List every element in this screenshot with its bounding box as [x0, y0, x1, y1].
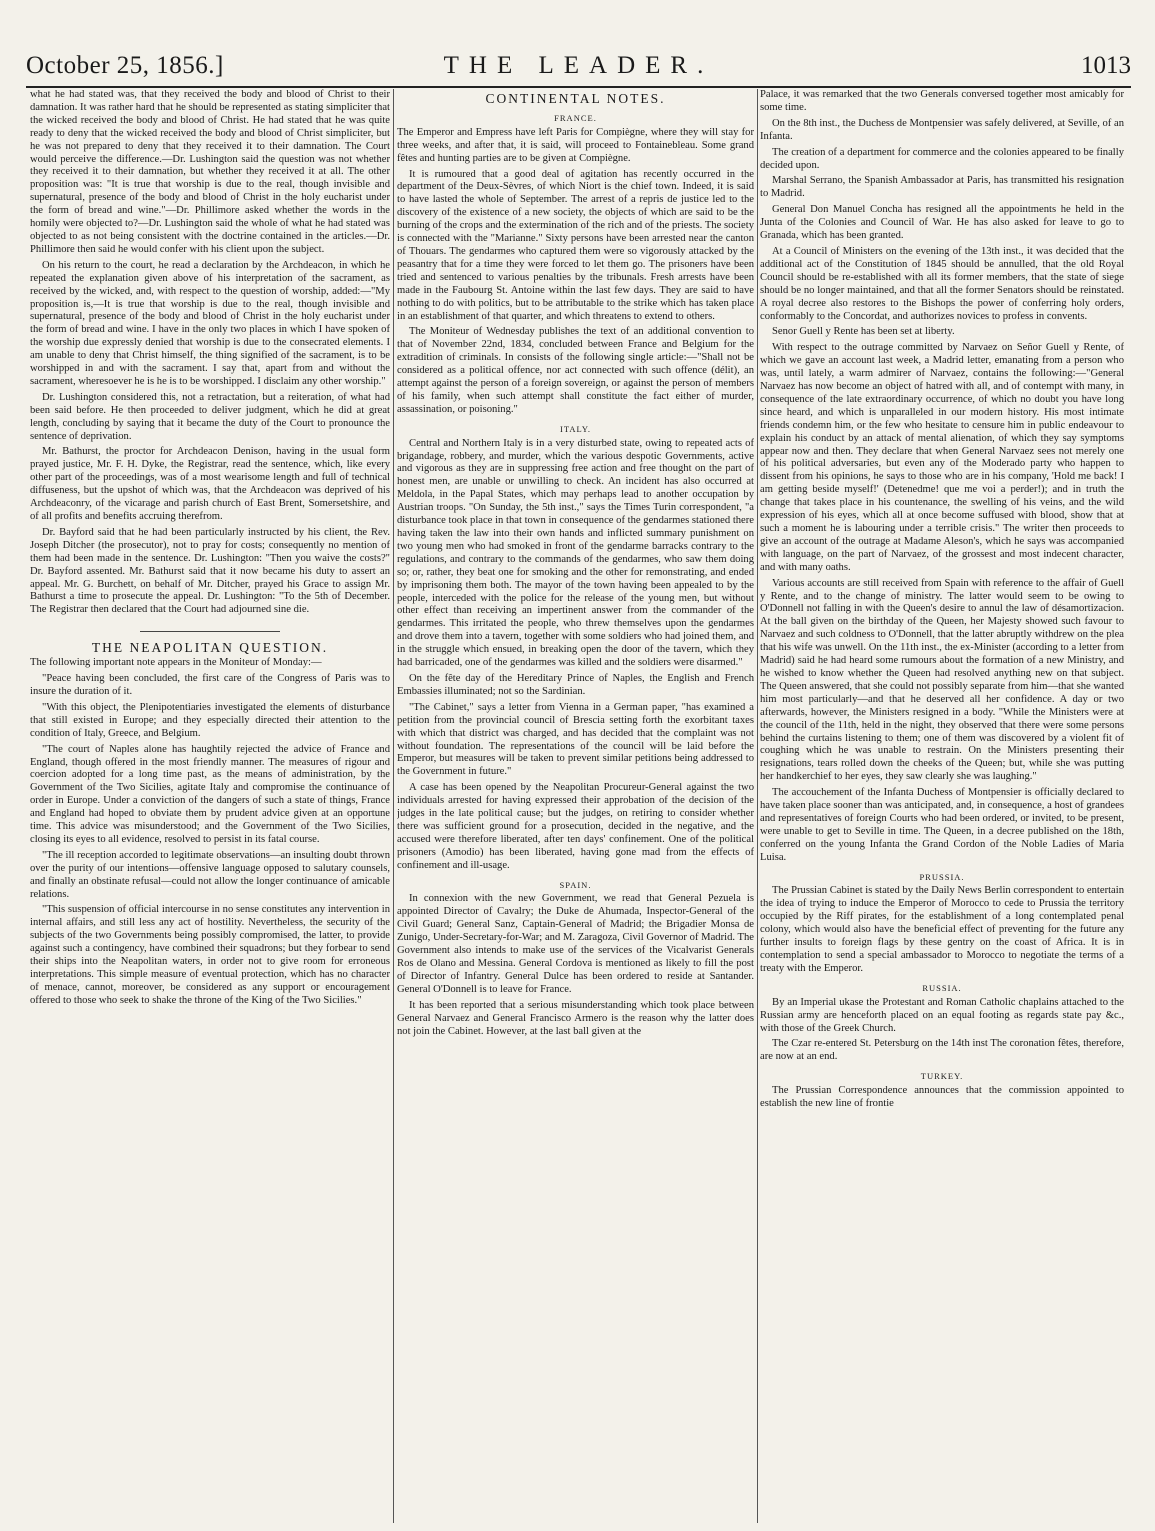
article-paragraph: what he had stated was, that they received the body and blood of Christ to their damnation. It was rather hard that he should be represented as stating simpliciter that the wicked received the body and blood of Christ. He had stated that he was quite ready to deny that the wicked received the body and blood of Christ simpliciter, but he was not prepared to deny that they received it to their damnation. The Court would perceive the difference.—Dr. Lushington said the question was not whether they received it to their damnation, but whether they received it at all. The other proposition was: "It is true that worship is due to the real, though invisible and supernatural, presence of the body and blood of Christ in the holy eucharist under the form of bread and wine."—Dr. Phillimore asked whether the words in the homily were objected to?—Dr. Lushington said the whole of what he had stated was objected to as not being consistent with the doctrine contained in the articles.—Dr. Phillimore then said he would confer with his client upon the subject. — [30, 89, 390, 255]
article-paragraph: The following important note appears in the Moniteur of Monday:— — [30, 657, 322, 669]
page-number: 1013 — [1081, 52, 1131, 79]
article-paragraph: Dr. Lushington considered this, not a retractation, but a reiteration, of what had been said before. He then proceeded to deliver judgment, which he did at great length, concluding by saying that it became the duty of the Court to pronounce the sentence of deprivation. — [30, 391, 390, 442]
column-3 — [760, 89, 1124, 1523]
section-heading-continental: CONTINENTAL NOTES. — [485, 91, 666, 106]
subheading-spain: SPAIN. — [559, 879, 592, 890]
article-paragraph: Dr. Bayford said that he had been particularly instructed by his client, the Rev. Joseph Ditcher (the prosecutor), not to pray for costs; consequently no mention of them had been made in the sentence. Dr. Lushington: "Then you waive the costs?" Dr. Bayford assented. Mr. Bathurst said that it now became his duty to assert an appeal. Mr. G. Burchett, on behalf of Mr. Ditcher, prayed his Grace to assign Mr. Bathurst a time to prosecute the appeal. Dr. Lushington: "To the 5th of December. The Registrar then declared that the Court had adjourned sine die. — [30, 526, 390, 616]
article-paragraph: The Emperor and Empress have left Paris for Compiègne, where they will stay for three weeks, and after that, it is said, will proceed to Fontainebleau. Some grand fêtes and hunting parties are to be given at Compiègne. — [397, 126, 754, 164]
article-paragraph: In connexion with the new Government, we read that General Pezuela is appointed Director of Cavalry; the Duke de Ahumada, Inspector-General of the Civil Guard; General Sanz, Captain-General of Madrid; the Brigadier Monsa de Zunigo, Under-Secretary-for-War; and M. Zaragoza, Civil Governor of Madrid. The Government also intends to make use of the services of the Vicalvarist Generals Ros de Olano and Messina. General Cordova is mentioned as likely to fill the post of Director of Infantry. General Dulce has been ordered to reside at Santander. General O'Donnell is to leave for France. — [397, 893, 754, 995]
newspaper-title: THE LEADER. — [443, 52, 714, 79]
article-paragraph: Central and Northern Italy is in a very disturbed state, owing to repeated acts of brigandage, robbery, and murder, which the various despotic Governments, active and vigorous as they are in suppressing free action and free thought on the part of honest men, are unable or unwilling to check. An incident has also occurred at Meldola, in the Papal States, which may perhaps lead to another occupation by Austrian troops. "On Sunday, the 5th inst.," says the Times Turin correspondent, "a disturbance took place in that town in consequence of the gendarmes stationed there having taken the law into their own hands and inflicted summary punishment on two young men who had smoked in front of the gendarme barracks contrary to the regulations, and contrary to the commands of the gendarmes, who saw them doing so; or, rather, they beat one for smoking and the other for remonstrating, and ended by imprisoning them both. The mayor of the town having been appealed to by the people, interceded with the police for the release of the young men, but without other effect than receiving an impertinent answer from the commander of the gendarmes. This irritated the people, who threw themselves upon the gendarmes and drove them into a tavern, together with some soldiers who had joined them, and in the struggle which ensued, in breaking open the door of the tavern, which they had barricaded, one of the gendarmes was killed and the soldiers were disarmed." — [397, 437, 754, 669]
issue-date: October 25, 1856.] — [26, 52, 224, 79]
article-paragraph: "Peace having been concluded, the first care of the Congress of Paris was to insure the duration of it. — [30, 673, 390, 697]
section-heading-neapolitan: THE NEAPOLITAN QUESTION. — [91, 640, 329, 656]
article-paragraph: "The ill reception accorded to legitimate observations—an insulting doubt thrown over the purity of our intentions—offensive language opposed to salutary counsels, and finally an obstinate refusal—could not allow the longer continuance of amicable relations. — [30, 849, 390, 900]
article-paragraph: The Moniteur of Wednesday publishes the text of an additional convention to that of November 22nd, 1834, concluded between France and Belgium for the extradition of criminals. In consists of the following single article:—"Shall not be considered as a political offence, nor act connected with such offence (délit), an attempt against the person of a foreign sovereign, or against the person of members of his family, when such attempt shall constitute the fact either of murder, assassination, or poisoning." — [397, 326, 754, 415]
article-paragraph: It is rumoured that a good deal of agitation has recently occurred in the department of the Deux-Sèvres, of which Niort is the chief town. Indeed, it is said to have lasted the whole of September. The arrest of a repris de justice led to the discovery of the existence of a new society, the objects of which are said to be the burning of the crops and the extermination of the rich and of the priests. The society is connected with the "Marianne." Sixty persons have been arrested near the canton of Thouars. The gendarmes who captured them were so vigorously attacked by the peasantry that for a time they were forced to let them go. The prisoners have been tried and sentenced to various penalties by the tribunals. Fresh arrests have been made in the Faubourg St. Antoine within the last few days. They are said to have nothing to do with politics, but to be attributable to the strike which has taken place in an establishment of that quarter, and which threatens to extend to others. — [397, 168, 754, 322]
article-paragraph: At a Council of Ministers on the evening of the 13th inst., it was decided that the additional act of the Constitution of 1845 should be annulled, that the old Royal Council should be re-established with all its former members, that the state of siege should be no longer maintained, and that all the former Senators should be reinstated. A royal decree also restores to the Bishops the power of conferring holy orders, conformably to the Concordat, and authorizes novices to profess in convents. — [760, 245, 1124, 322]
article-paragraph: Palace, it was remarked that the two Generals conversed together most amicably for some time. — [760, 89, 1124, 113]
article-paragraph: Senor Guell y Rente has been set at liberty. — [772, 326, 955, 338]
article-paragraph: With respect to the outrage committed by Narvaez on Señor Guell y Rente, of which we gave an account last week, a Madrid letter, emanating from a person who was, until lately, a warm admirer of Narvaez, contains the following:—"General Narvaez has now become an object of hatred with all, and of contempt with many, in consequence of the late extraordinary occurrence, of which no doubt you have long since heard, and which is unparalleled in our modern history. His most intimate friends condemn him, or the few who hesitate to censure him in public endeavour to explain his conduct by an attack of mental alienation, of which they say symptoms appear now and then. They declare that when General Narvaez sees not merely one of his political adversaries, but even any of the Moderado party who happen to dissent from his opinions, he says to those who are in his company, 'Hold me back! I am getting beside myself!' (Detenedme! que me voi a perder!); and in truth the change that takes place in his countenance, the swelling of his veins, and the wild expression of his eyes, which all at once become suffused with blood, show that at such a moment he is labouring under a terrible crisis." The writer then proceeds to give an account of the outrage at Madame Aleson's, which he says was accompanied with language, on the part of Narvaez, of the grossest and most indecent character, and with many oaths. — [760, 342, 1124, 573]
column-rule — [757, 89, 758, 1523]
article-paragraph: "The court of Naples alone has haughtily rejected the advice of France and England, though offered in the most friendly manner. The measures of rigour and coercion adopted for a long time past, as the means of administration, by the Government of the Two Sicilies, agitate Italy and compromise the continuance of order in Europe. Under a conviction of the dangers of such a state of things, France and England had hoped to obviate them by prudent advice given at an opportune time. This advice was misunderstood; and the Government of the Two Sicilies, closing its eyes to all evidence, resolved to persist in its fatal course. — [30, 743, 390, 845]
column-rule — [393, 89, 394, 1523]
subheading-turkey: TURKEY. — [920, 1071, 964, 1082]
article-paragraph: A case has been opened by the Neapolitan Procureur-General against the two individuals arrested for having expressed their approbation of the decision of the judges in the late political cause; but the judges, on retiring to consider whether there was sufficient ground for a prosecution, decided in the negative, and the accused were therefore liberated, after ten days' confinement. One of the political prisoners (Amodio) has been liberated, having gone mad from the effects of confinement and ill-usage. — [397, 782, 754, 871]
column-1 — [30, 89, 390, 1523]
article-paragraph: The Prussian Cabinet is stated by the Daily News Berlin correspondent to entertain the idea of trying to induce the Emperor of Morocco to cede to Prussia the territory occupied by the Riff pirates, for the establishment of a long contemplated penal colony, which would also have the beneficial effect of preventing for the future any further insults to foreign flags by these gentry on the coast of Africa. It is in contemplation to send a special ambassador to Morocco to negotiate the terms of a treaty with the Emperor. — [760, 885, 1124, 974]
subheading-prussia: PRUSSIA. — [919, 871, 965, 882]
subheading-russia: RUSSIA. — [922, 982, 962, 993]
masthead — [26, 46, 1131, 88]
article-paragraph: The Czar re-entered St. Petersburg on the 14th inst The coronation fêtes, therefore, are now at an end. — [760, 1038, 1124, 1063]
column-2 — [397, 89, 754, 1523]
article-paragraph: "This suspension of official intercourse in no sense constitutes any intervention in internal affairs, and still less any act of hostility. Nevertheless, the security of the subjects of the two Governments being possibly compromised, the latter, to provide against such a contingency, have combined their squadrons; but they forbear to send their ships into the Neapolitan waters, in order not to give room for erroneous interpretations. This simple measure of eventual protection, which has no character of menace, cannot, moreover, be considered as any support or encouragement offered to those who seek to shake the throne of the King of the Two Sicilies." — [30, 904, 390, 1006]
subheading-italy: ITALY. — [560, 423, 591, 434]
article-paragraph: "The Cabinet," says a letter from Vienna in a German paper, "has examined a petition from the provincial council of Brescia setting forth the exorbitant taxes with which that district was charged, and has decided that the complaint was not without foundation. The representations of the council will be laid before the Emperor, but measures will be taken to prevent similar petitions being addressed to the Government in future." — [397, 701, 754, 778]
article-paragraph: The Prussian Correspondence announces that the commission appointed to establish the new line of frontie — [760, 1085, 1124, 1110]
article-paragraph: The accouchement of the Infanta Duchess of Montpensier is officially declared to have taken place sooner than was anticipated, and, in consequence, a host of grandees and representatives of foreign Courts who had been ordered, or invited, to be present, were unable to get to Seville in time. The Queen, in a decree published on the 18th, conferred on the young Infanta the Grand Cordon of the Noble Ladies of Maria Luisa. — [760, 787, 1124, 863]
section-divider — [140, 631, 280, 632]
article-paragraph: Marshal Serrano, the Spanish Ambassador at Paris, has transmitted his resignation to Madrid. — [760, 175, 1124, 200]
article-paragraph: Various accounts are still received from Spain with reference to the affair of Guell y Rente, and to the change of ministry. The latter would seem to be owing to O'Donnell not falling in with the Queen's desire to annul the law of désamortizacion. At the ball given on the birthday of the Queen, her Majesty showed such favour to Narvaez and such coldness to O'Donnell, that the latter abruptly withdrew on the plea that his wife was unwell. On the 11th inst., the ex-Minister (according to a letter from Madrid) said he had heard some rumours about the formation of a new Ministry, and he wished to know whether the Queen had resolved anything new on that subject. The Queen answered, that she could not possibly separate from him—that she wanted him most particularly—and that he deserved all her confidence. A day or two afterwards, however, the Ministers resigned in a body. "While the Ministers were at the council of the 11th, held in the night, they observed that there were some persons behind the curtains listening to them; one of them was discovered by a violent fit of coughing which he was unable to restrain. On the Ministers presenting their resignations, tears rolled down the cheeks of the Queen; but, while she was putting her handkerchief to her eyes, they saw clearly she was laughing." — [760, 577, 1124, 783]
article-paragraph: It has been reported that a serious misunderstanding which took place between General Narvaez and General Francisco Armero is the reason why the latter does not join the Cabinet. However, at the last ball given at the — [397, 999, 754, 1037]
article-paragraph: General Don Manuel Concha has resigned all the appointments he held in the Junta of the Colonies and Council of War. He has also asked for leave to go to Granada, which has been granted. — [760, 204, 1124, 242]
article-paragraph: "With this object, the Plenipotentiaries investigated the elements of disturbance that still existed in Europe; and they especially directed their attention to the condition of Italy, Greece, and Belgium. — [30, 701, 390, 739]
article-paragraph: On his return to the court, he read a declaration by the Archdeacon, in which he repeated the explanation given above of his interpretation of the sacrament, as received by the wicked, and, with respect to the question of worship, added:—"My proposition is,—It is true that worship is due to the real, though invisible and supernatural, presence of the body and blood of Christ in the holy eucharist under the form of bread and wine. I have in the only two places in which I have spoken of the worship due expressly denied that worship is due to the consecrated elements. I am unable to deny that Christ himself, the thing signified of the sacrament, is to be worshipped in and with the sacrament. I say that, apart from and without the sacrament, wheresoever he is he is to be worshipped. I disclaim any other worship." — [30, 259, 390, 387]
article-paragraph: The creation of a department for commerce and the colonies appeared to be finally decided upon. — [760, 146, 1124, 171]
article-paragraph: On the fête day of the Hereditary Prince of Naples, the English and French Embassies illuminated; not so the Sardinian. — [397, 672, 754, 697]
subheading-france: FRANCE. — [554, 112, 597, 123]
article-paragraph: On the 8th inst., the Duchess de Montpensier was safely delivered, at Seville, of an Infanta. — [760, 117, 1124, 142]
article-paragraph: By an Imperial ukase the Protestant and Roman Catholic chaplains attached to the Russian army are henceforth placed on an equal footing as regards state pay &c., with those of the Greek Church. — [760, 996, 1124, 1034]
article-paragraph: Mr. Bathurst, the proctor for Archdeacon Denison, having in the usual form prayed justice, Mr. F. H. Dyke, the Registrar, read the sentence, which, like every other part of the proceedings, was of a most wearisome length and full of technical diffuseness, but the upshot of which was, that the Archdeacon was deprived of his Archdeaconry, of the vicarage and parish church of East Brent, Somersetshire, and of all profits and benefits accruing therefrom. — [30, 446, 390, 522]
